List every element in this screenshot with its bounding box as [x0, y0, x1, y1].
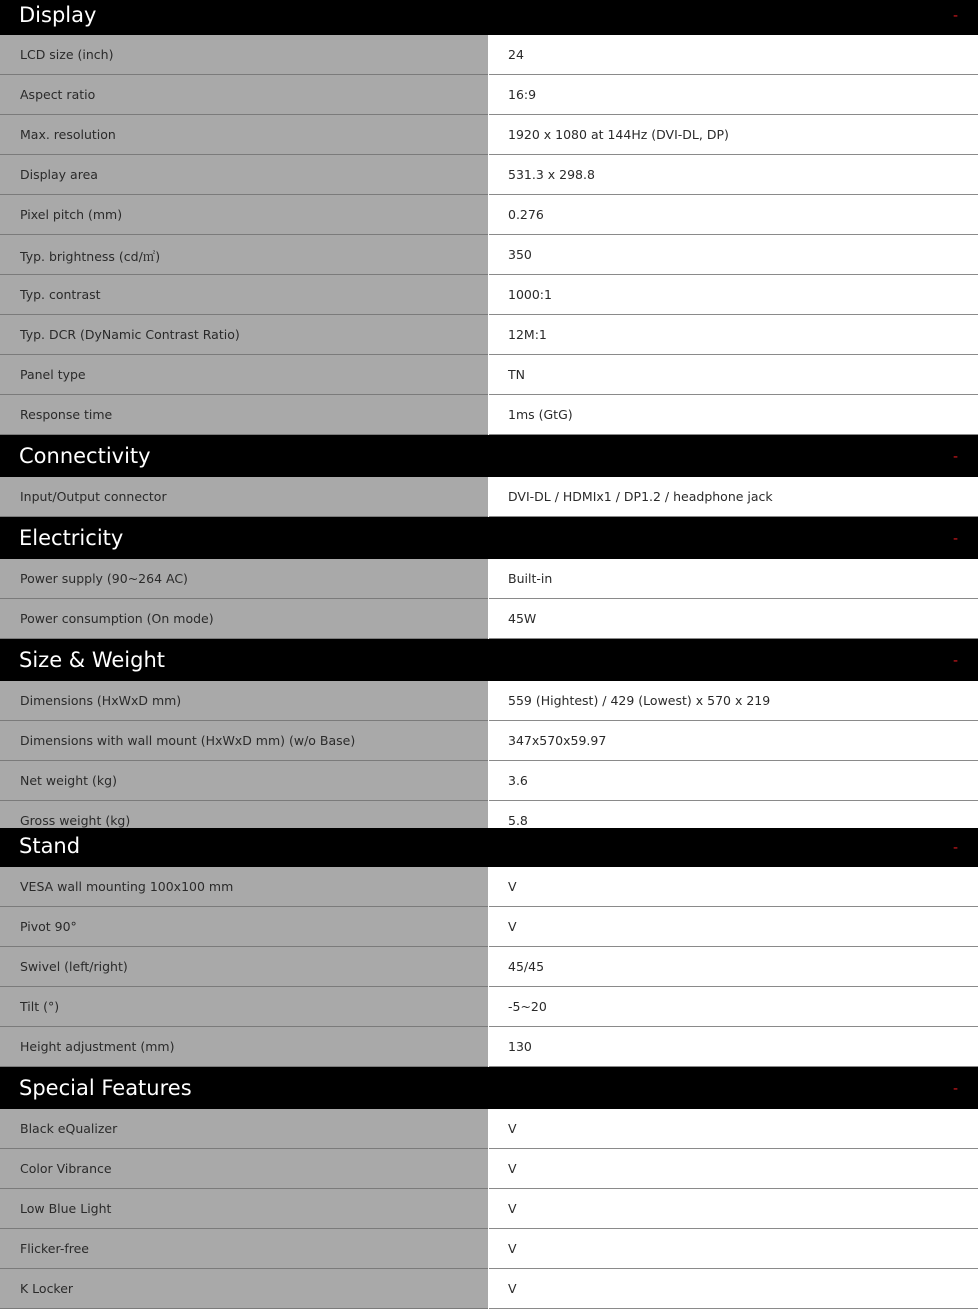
spec-value: 130	[508, 1039, 532, 1054]
spec-row	[0, 1149, 978, 1189]
spec-label: Pivot 90°	[20, 919, 77, 934]
spec-value-cell	[489, 801, 978, 828]
spec-value-cell	[489, 907, 978, 947]
spec-value-cell	[489, 35, 978, 75]
section-title: Size & Weight	[19, 648, 165, 672]
spec-value-cell	[489, 761, 978, 801]
spec-label: Display area	[20, 167, 98, 182]
spec-row	[0, 907, 978, 947]
spec-value: TN	[508, 367, 525, 382]
section-header-connectivity[interactable]	[0, 435, 978, 477]
spec-value: 3.6	[508, 773, 528, 788]
spec-label: Gross weight (kg)	[20, 813, 131, 828]
spec-value: 24	[508, 47, 524, 62]
spec-label: Aspect ratio	[20, 87, 96, 102]
spec-label: Panel type	[20, 367, 86, 382]
spec-value-cell	[489, 599, 978, 639]
spec-label: Height adjustment (mm)	[20, 1039, 175, 1054]
spec-label: Dimensions (HxWxD mm)	[20, 693, 182, 708]
spec-label-cell	[0, 1229, 488, 1269]
section-header-electricity[interactable]	[0, 517, 978, 559]
spec-label-cell	[0, 275, 488, 315]
spec-row	[0, 355, 978, 395]
spec-value-cell	[489, 1027, 978, 1067]
spec-value-cell	[489, 395, 978, 435]
collapse-icon[interactable]: -	[952, 840, 958, 856]
spec-value-cell	[489, 195, 978, 235]
section-header-size-weight[interactable]	[0, 639, 978, 681]
spec-value-cell	[489, 1269, 978, 1309]
collapse-icon[interactable]: -	[952, 449, 958, 465]
spec-row	[0, 315, 978, 355]
spec-value: 559 (Hightest) / 429 (Lowest) x 570 x 219	[508, 693, 771, 708]
spec-label-cell	[0, 35, 488, 75]
spec-label-cell	[0, 801, 488, 828]
section-header-display[interactable]	[0, 0, 978, 35]
spec-label: Dimensions with wall mount (HxWxD mm) (w/o Base)	[20, 733, 356, 748]
spec-label-cell	[0, 559, 488, 599]
spec-value-cell	[489, 115, 978, 155]
spec-label-cell	[0, 867, 488, 907]
spec-label-cell	[0, 1027, 488, 1067]
spec-value-cell	[489, 987, 978, 1027]
spec-label: Power consumption (On mode)	[20, 611, 214, 626]
spec-label-cell	[0, 477, 488, 517]
spec-value: V	[508, 1161, 517, 1176]
spec-value-cell	[489, 947, 978, 987]
spec-value-cell	[489, 155, 978, 195]
spec-value-cell	[489, 559, 978, 599]
spec-label: K Locker	[20, 1281, 74, 1296]
spec-row	[0, 1027, 978, 1067]
section-header-stand[interactable]	[0, 828, 978, 867]
spec-value: 16:9	[508, 87, 537, 102]
spec-value-cell	[489, 1109, 978, 1149]
spec-value-cell	[489, 75, 978, 115]
spec-row	[0, 761, 978, 801]
spec-value: Built-in	[508, 571, 553, 586]
spec-value-cell	[489, 681, 978, 721]
spec-value: V	[508, 919, 517, 934]
spec-value-cell	[489, 867, 978, 907]
spec-label-cell	[0, 155, 488, 195]
spec-value: V	[508, 1281, 517, 1296]
spec-label: Tilt (°)	[20, 999, 60, 1014]
spec-value-cell	[489, 721, 978, 761]
spec-label: Input/Output connector	[20, 489, 167, 504]
spec-row	[0, 477, 978, 517]
section-title: Special Features	[19, 1076, 192, 1100]
spec-label: Max. resolution	[20, 127, 116, 142]
spec-label: Typ. brightness (cd/㎡)	[20, 249, 161, 264]
section-title: Stand	[19, 834, 81, 858]
spec-row	[0, 115, 978, 155]
spec-value: -5~20	[508, 999, 547, 1014]
spec-value-cell	[489, 355, 978, 395]
section-title: Connectivity	[19, 444, 151, 468]
spec-row	[0, 867, 978, 907]
spec-value: V	[508, 1241, 517, 1256]
spec-label: Black eQualizer	[20, 1121, 118, 1136]
spec-label: LCD size (inch)	[20, 47, 114, 62]
spec-label-cell	[0, 195, 488, 235]
spec-label-cell	[0, 599, 488, 639]
spec-label-cell	[0, 1149, 488, 1189]
spec-row	[0, 195, 978, 235]
spec-row	[0, 559, 978, 599]
spec-label-cell	[0, 1189, 488, 1229]
spec-label-cell	[0, 761, 488, 801]
spec-value: V	[508, 1201, 517, 1216]
spec-label-cell	[0, 721, 488, 761]
spec-label-cell	[0, 395, 488, 435]
spec-row	[0, 1189, 978, 1229]
spec-label-cell	[0, 987, 488, 1027]
spec-label-cell	[0, 355, 488, 395]
spec-label-cell	[0, 235, 488, 275]
spec-label-cell	[0, 907, 488, 947]
spec-label: VESA wall mounting 100x100 mm	[20, 879, 234, 894]
spec-label-cell	[0, 315, 488, 355]
spec-value: 1000:1	[508, 287, 552, 302]
spec-value: 1920 x 1080 at 144Hz (DVI-DL, DP)	[508, 127, 729, 142]
spec-value-cell	[489, 1229, 978, 1269]
spec-label: Flicker-free	[20, 1241, 89, 1256]
spec-label: Typ. contrast	[20, 287, 101, 302]
spec-value-cell	[489, 477, 978, 517]
spec-label: Pixel pitch (mm)	[20, 207, 123, 222]
spec-label: Response time	[20, 407, 113, 422]
spec-label-cell	[0, 947, 488, 987]
spec-value-cell	[489, 315, 978, 355]
spec-label-cell	[0, 681, 488, 721]
spec-value-cell	[489, 1149, 978, 1189]
spec-label-cell	[0, 1109, 488, 1149]
spec-row	[0, 987, 978, 1027]
spec-label: Low Blue Light	[20, 1201, 112, 1216]
spec-row	[0, 1229, 978, 1269]
collapse-icon[interactable]: -	[952, 531, 958, 547]
spec-row	[0, 395, 978, 435]
spec-row	[0, 721, 978, 761]
spec-value-cell	[489, 1189, 978, 1229]
spec-label-cell	[0, 1269, 488, 1309]
spec-value: 347x570x59.97	[508, 733, 607, 748]
spec-label: Net weight (kg)	[20, 773, 117, 788]
collapse-icon[interactable]: -	[952, 8, 958, 24]
spec-row	[0, 801, 978, 828]
collapse-icon[interactable]: -	[952, 1081, 958, 1097]
spec-value: V	[508, 879, 517, 894]
spec-row	[0, 155, 978, 195]
spec-label: Color Vibrance	[20, 1161, 112, 1176]
spec-row	[0, 1269, 978, 1309]
spec-value: 45/45	[508, 959, 545, 974]
spec-value: V	[508, 1121, 517, 1136]
section-header-special-features[interactable]	[0, 1067, 978, 1109]
spec-row	[0, 681, 978, 721]
spec-label-cell	[0, 115, 488, 155]
spec-value: 1ms (GtG)	[508, 407, 573, 422]
spec-row	[0, 1109, 978, 1149]
spec-row	[0, 75, 978, 115]
spec-value: DVI-DL / HDMIx1 / DP1.2 / headphone jack	[508, 489, 773, 504]
spec-value: 531.3 x 298.8	[508, 167, 595, 182]
section-title: Display	[19, 3, 97, 27]
spec-value: 5.8	[508, 813, 528, 828]
spec-value: 12M:1	[508, 327, 547, 342]
spec-row	[0, 35, 978, 75]
section-title: Electricity	[19, 526, 124, 550]
spec-row	[0, 275, 978, 315]
spec-value: 0.276	[508, 207, 544, 222]
spec-label: Typ. DCR (DyNamic Contrast Ratio)	[20, 327, 240, 342]
collapse-icon[interactable]: -	[952, 653, 958, 669]
spec-label-cell	[0, 75, 488, 115]
spec-value-cell	[489, 235, 978, 275]
spec-row	[0, 599, 978, 639]
spec-label: Swivel (left/right)	[20, 959, 128, 974]
spec-row	[0, 947, 978, 987]
spec-value: 350	[508, 247, 532, 262]
spec-value-cell	[489, 275, 978, 315]
spec-value: 45W	[508, 611, 537, 626]
spec-label: Power supply (90~264 AC)	[20, 571, 188, 586]
spec-row	[0, 235, 978, 275]
